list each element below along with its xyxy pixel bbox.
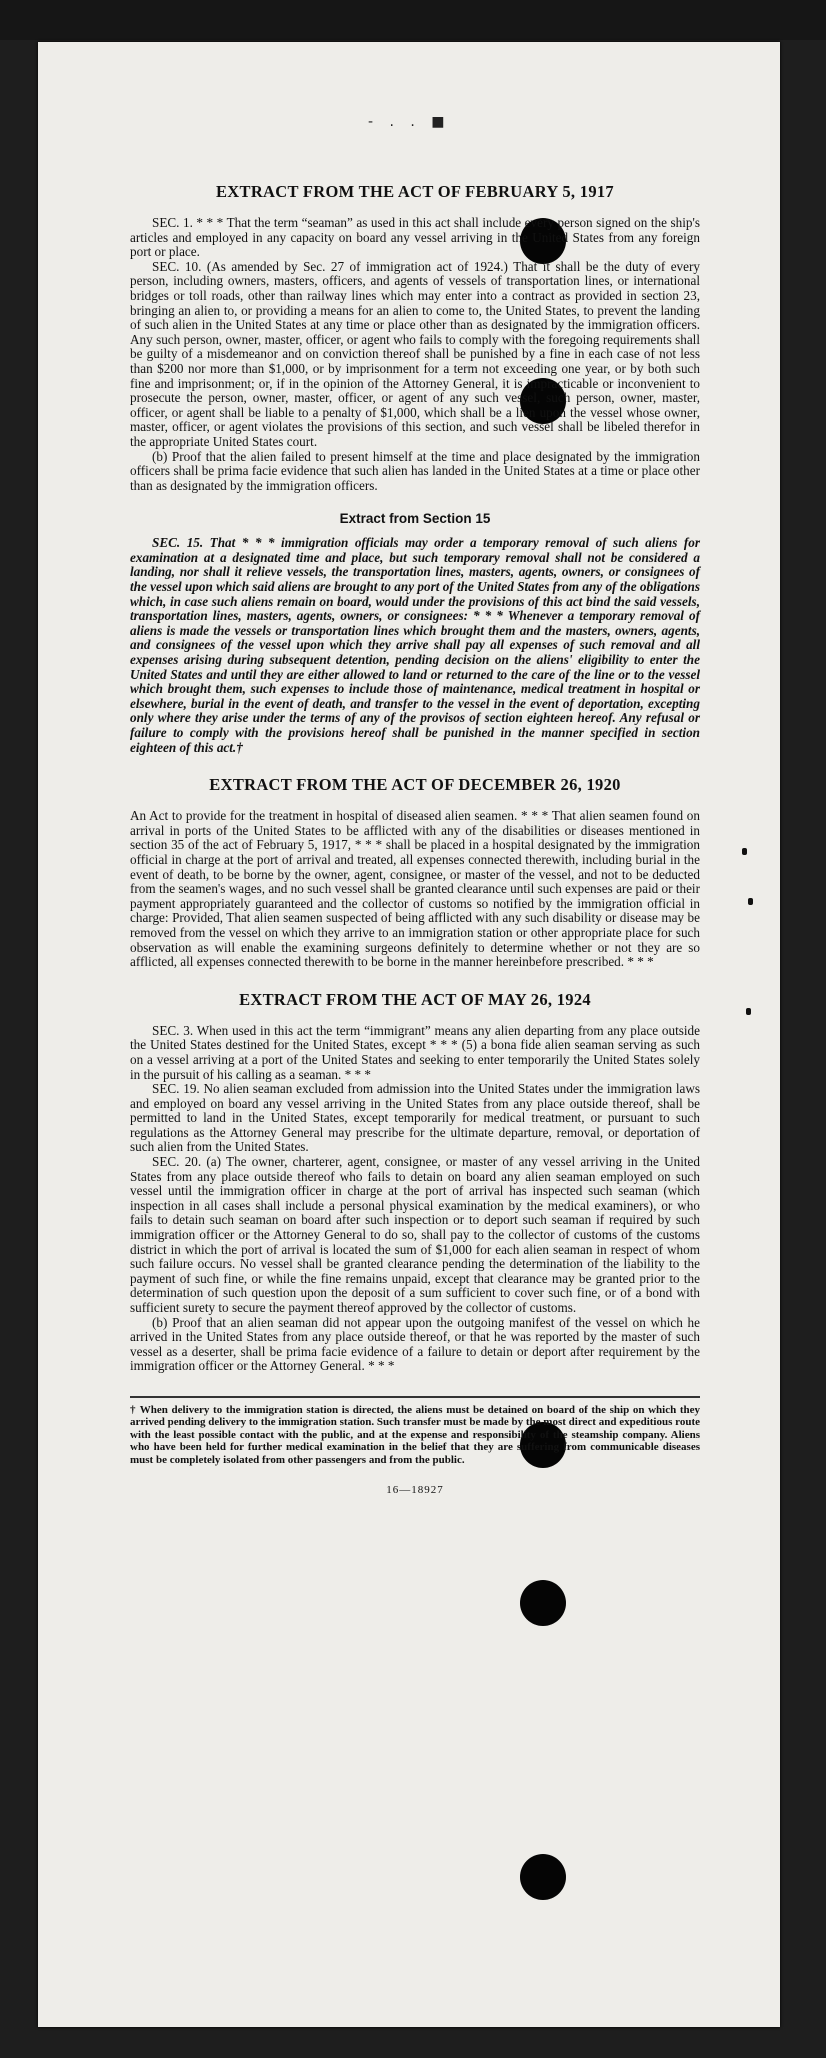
section-heading: EXTRACT FROM THE ACT OF FEBRUARY 5, 1917 xyxy=(216,182,614,201)
film-frame-top xyxy=(0,0,826,40)
paragraph: SEC. 3. When used in this act the term “immigrant” means any alien departing from any place outside the United States destined for the United States, except * * * (5) a bona fide alien seaman serving as such on a vessel arriving at a port of the United States and seeking to enter temporarily the United States solely in the pursuit of his calling as a seaman. * * * xyxy=(130,1022,700,1082)
section-heading: EXTRACT FROM THE ACT OF MAY 26, 1924 xyxy=(239,989,591,1009)
paragraph: (b) Proof that an alien seaman did not appear upon the outgoing manifest of the vessel on which he arrived in the United States from any place outside thereof, or that he was reported by the master of such vessel as a deserter, shall be prima facie evidence of a failure to detain or deport after requirement by the immigration officer or the Attorney General. * * * xyxy=(130,1314,700,1374)
section-heading: EXTRACT FROM THE ACT OF DECEMBER 26, 1920 xyxy=(209,775,621,795)
speck xyxy=(742,848,747,855)
paragraph: SEC. 10. (As amended by Sec. 27 of immigration act of 1924.) That it shall be the duty of every person, including owners, masters, officers, and agents of vessels of transportation lines, or international bridges or toll roads, other than railway lines which may enter into a contract as provided in section 23, bringing an alien to, or providing a means for an alien to come to, the United States, to prevent the landing of such alien in the United States at any time or place other than as designated by the immigration officers. Any such person, owner, master, officer, or agent who fails to comply with the foregoing requirements shall be guilty of a misdemeanor and on conviction thereof shall be punished by a fine in each case of not less than $200 nor more than $1,000, or by imprisonment for a term not exceeding one year, or by both such fine and imprisonment; or, if in the opinion of the Attorney General, it is impracticable or inconvenient to prosecute the person, owner, master, officer, or agent of any such vessel, such person, owner, master, officer, or agent shall be liable to a penalty of $1,000, which shall be a lien upon the vessel whose owner, master, officer, or agent violates the provisions of this section, and such vessel shall be libeled therefor in the appropriate United States court. xyxy=(130,258,700,449)
footnote: † When delivery to the immigration station is directed, the aliens must be detained on board of the ship on which they arrived pending delivery to the immigration station. Such transfer must be made by the most direct and expeditious route with the least possible contact with the public, and at the expense and responsibility of the steamship company. Aliens who have been held for further medical examination in the belief that they are suffering from communicable diseases must be completely isolated from other passengers and from the public. xyxy=(130,1396,700,1467)
paragraph: SEC. 19. No alien seaman excluded from admission into the United States under the immigration laws and employed on board any vessel arriving in the United States from any place outside thereof, shall be permitted to land in the United States, except temporarily for medical treatment, or pursuant to such regulations as the Attorney General may prescribe for the ultimate departure, removal, or deportation of such alien from the United States. xyxy=(130,1081,700,1155)
top-marks: - . . ■ xyxy=(368,114,451,130)
punch-hole-4 xyxy=(520,1580,566,1626)
section-extract-15 xyxy=(130,511,700,755)
paragraph: SEC. 1. * * * That the term “seaman” as used in this act shall include every person signed on the ship's articles and employed in any capacity on board any vessel arriving in the United States from any foreign port or place. xyxy=(130,215,700,260)
document-page xyxy=(38,42,780,2027)
speck xyxy=(746,1008,751,1015)
footer-code: 16—18927 xyxy=(386,1484,444,1497)
paragraph: (b) Proof that the alien failed to present himself at the time and place designated by the immigration officers shall be prima facie evidence that such alien has landed in the United States at a time or place other than as designated by the immigration officers. xyxy=(130,448,700,493)
punch-hole-5 xyxy=(520,1854,566,1900)
section-heading: Extract from Section 15 xyxy=(339,511,491,527)
section-act-1924 xyxy=(130,990,700,1374)
speck xyxy=(748,898,753,905)
paragraph: An Act to provide for the treatment in hospital of diseased alien seamen. * * * That alien seamen found on arrival in ports of the United States to be afflicted with any of the disabilities or diseases mentioned in section 35 of the act of February 5, 1917, * * * shall be placed in a hospital designated by the immigration official in charge at the port of arrival and treated, all expenses connected therewith, including burial in the event of death, to be borne by the owner, agent, consignee, or master of the vessel, and not to be deducted from the seamen's wages, and no such vessel shall be granted clearance until such expenses are paid or their payment appropriately guaranteed and the collector of customs so notified by the immigration official in charge: Provided, That alien seamen suspected of being afflicted with any such disability or disease may be removed from the vessel on which they arrive to an immigration station or other appropriate place for such observation as will enable the examining surgeons definitely to determine whether or not they are so afflicted, all expenses connected therewith to be borne in the manner hereinbefore prescribed. * * * xyxy=(130,808,700,970)
document-content xyxy=(130,182,700,1496)
section-act-1920 xyxy=(130,775,700,970)
paragraph: SEC. 15. That * * * immigration officials may order a temporary removal of such aliens for examination at a designated time and place, but such temporary removal shall not be considered a landing, nor shall it relieve vessels, the transportation lines, masters, agents, owners, or consignees of the vessel upon which said aliens are brought to any port of the United States from any of the obligations which, in case such aliens remain on board, would under the provisions of this act bind the said vessels, transportation lines, masters, agents, owners, or consignees: * * * Whenever a temporary removal of aliens is made the vessels or transportation lines which brought them and the masters, owners, agents, and consignees of the vessel upon which they arrive shall pay all expenses of such removal and all expenses arising during subsequent detention, pending decision on the aliens' eligibility to enter the United States and until they are either allowed to land or returned to the care of the line or to the vessel which brought them, such expenses to include those of maintenance, medical treatment in hospital or elsewhere, burial in the event of death, and transfer to the vessel in the event of deportation, excepting only where they arise under the terms of any of the provisos of section eighteen hereof. Any refusal or failure to comply with the provisions hereof shall be punished in the manner specified in section eighteen of this act.† xyxy=(130,535,700,755)
section-act-1917 xyxy=(130,182,700,493)
paragraph: SEC. 20. (a) The owner, charterer, agent, consignee, or master of any vessel arriving in the United States from any place outside thereof who fails to detain on board any alien seaman employed on such vessel until the immigration officer in charge at the port of arrival has inspected such seaman (which inspection in all cases shall include a personal physical examination by the medical examiners), or who fails to detain such seaman on board after such inspection or to deport such seaman if required by such immigration officer or the Attorney General to do so, shall pay to the collector of customs of the customs district in which the port of arrival is located the sum of $1,000 for each alien seaman in respect of whom such failure occurs. No vessel shall be granted clearance pending the determination of the liability to the payment of such fine, or while the fine remains unpaid, except that clearance may be granted prior to the determination of such question upon the deposit of a sum sufficient to cover such fine, or of a bond with sufficient surety to secure the payment thereof approved by the collector of customs. xyxy=(130,1154,700,1315)
